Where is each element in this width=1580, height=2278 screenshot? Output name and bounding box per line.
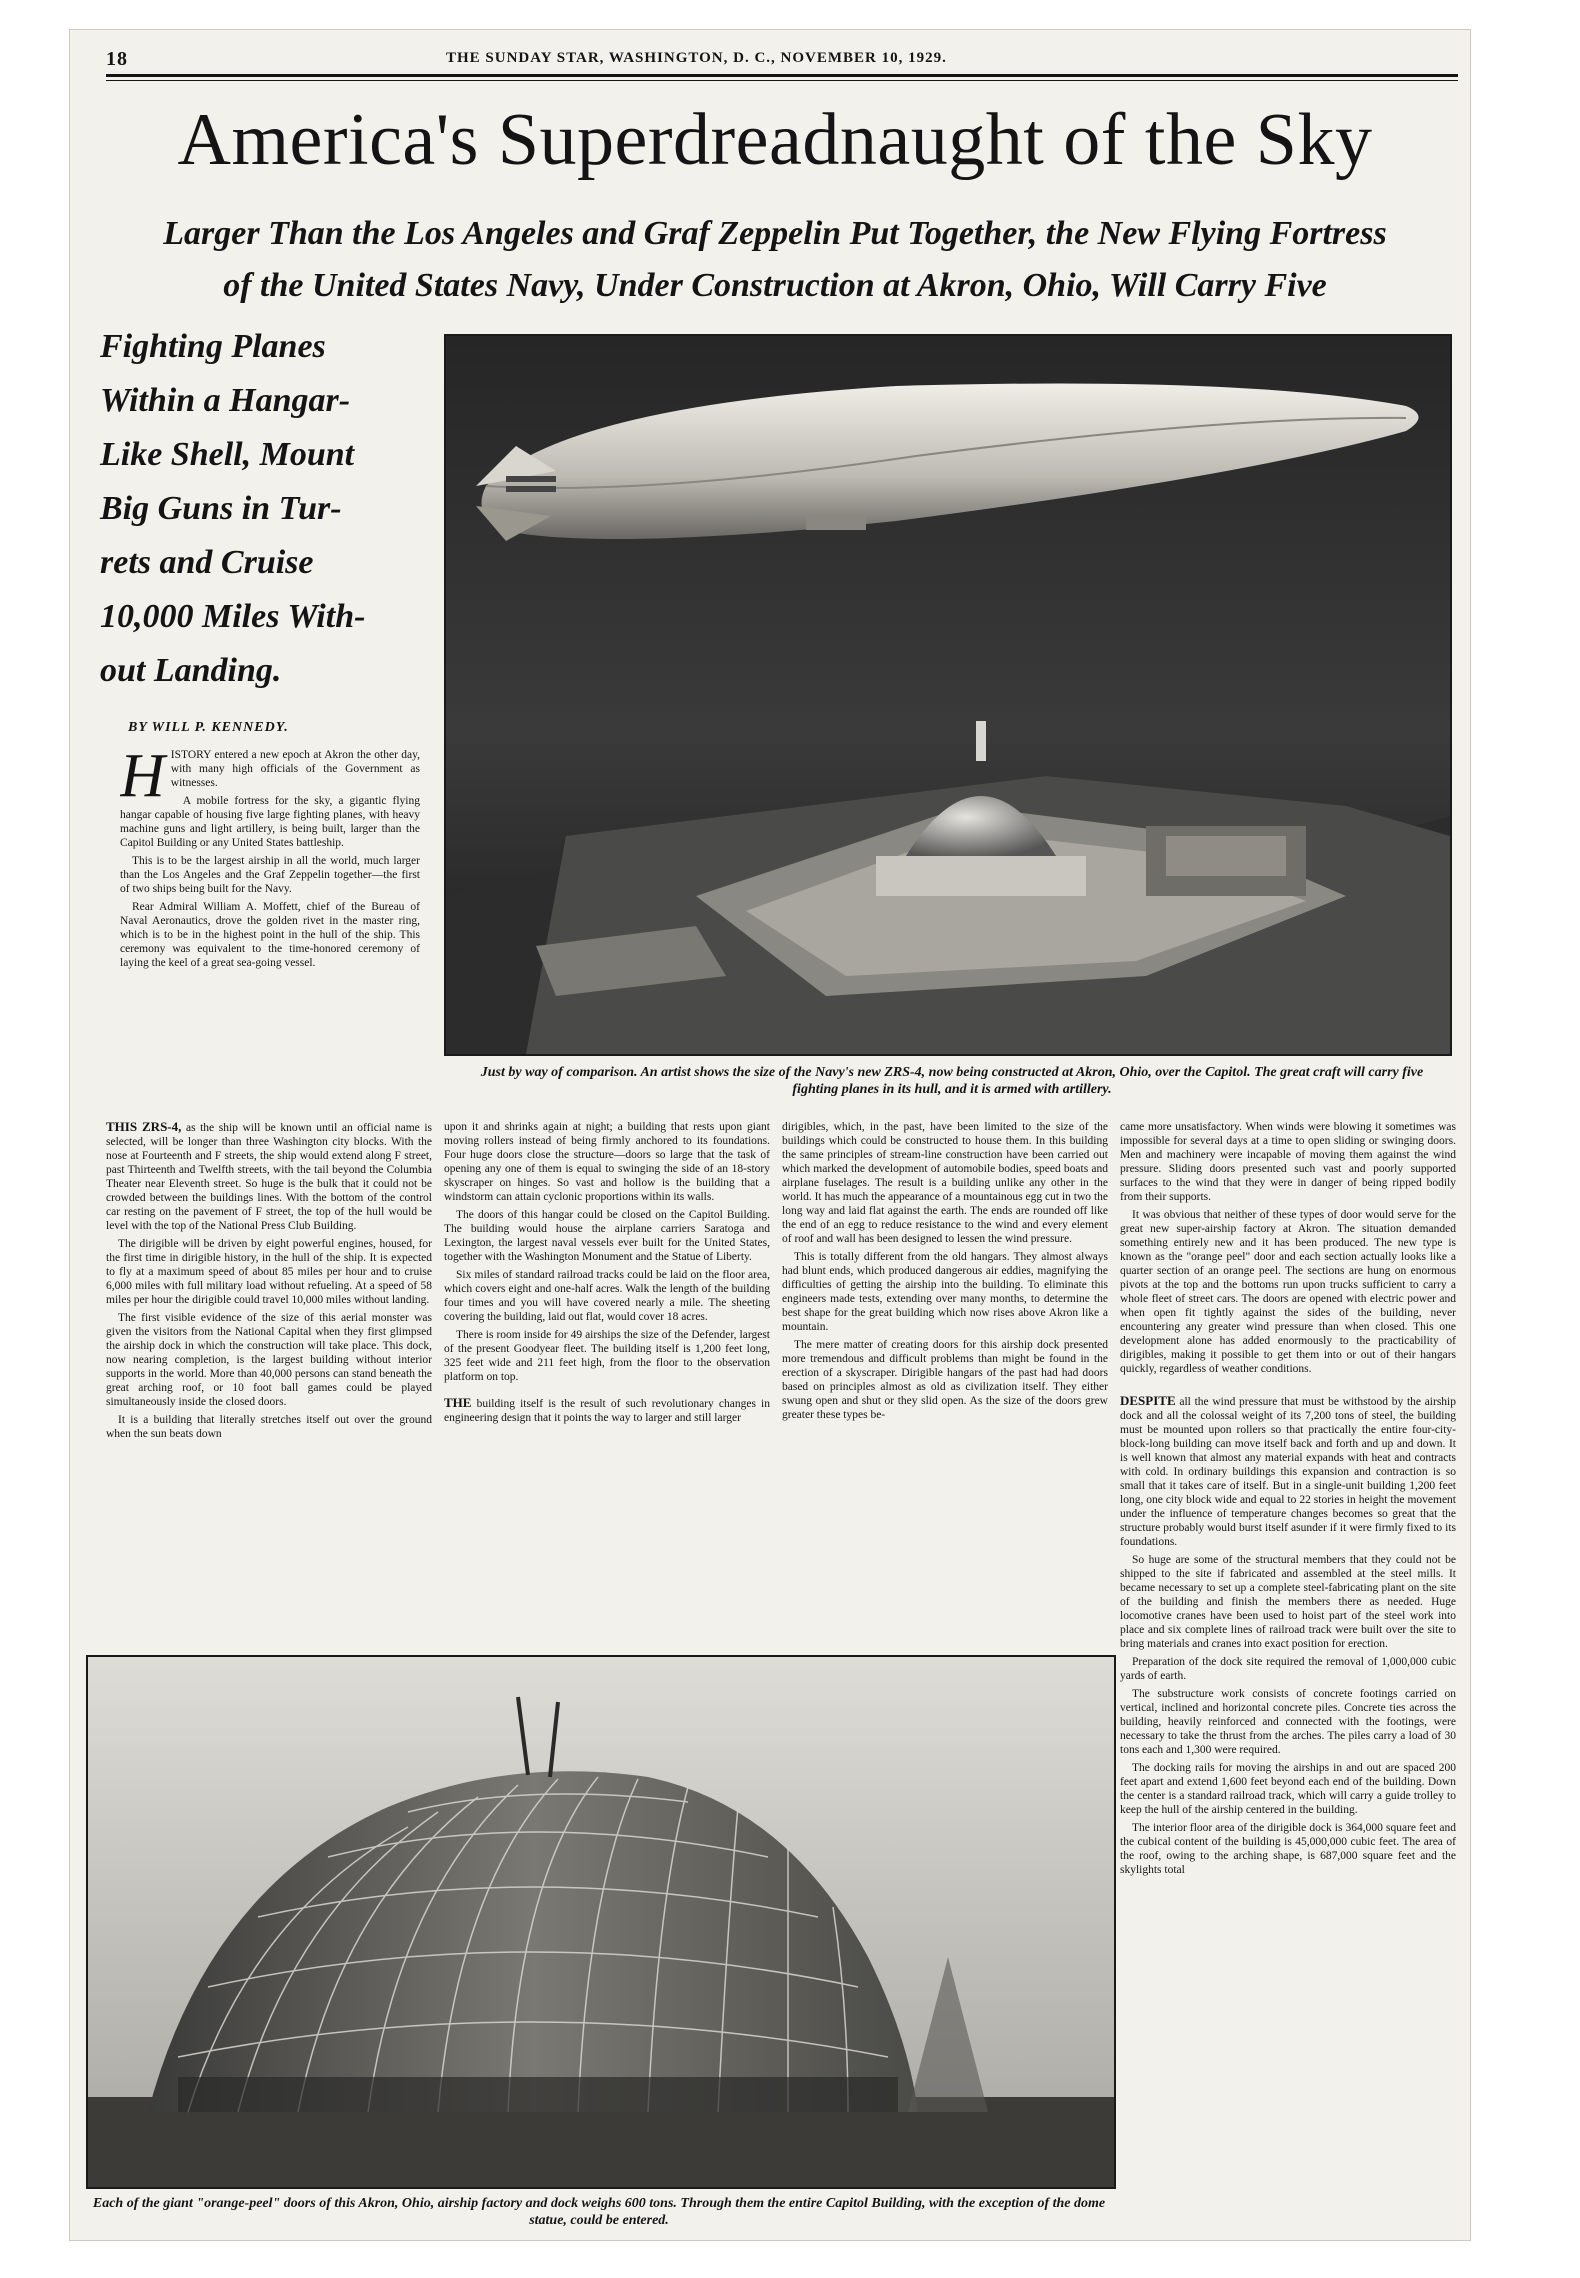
- side-deck-line: Fighting Planes: [100, 328, 326, 365]
- paragraph: Preparation of the dock site required the removal of 1,000,000 cubic yards of earth.: [1120, 1656, 1456, 1682]
- paragraph: The interior floor area of the dirigible dock is 364,000 square feet and the cubical content of the building is 45,000,000 cubic feet. The area of the roof, owing to the arching shape, is 687,000 square feet and the skylights total: [1120, 1822, 1456, 1876]
- headline: America's Superdreadnaught of the Sky: [177, 99, 1373, 181]
- masthead-rule: [106, 74, 1458, 77]
- masthead-line: THE SUNDAY STAR, WASHINGTON, D. C., NOVEMBER 10, 1929.: [446, 50, 947, 66]
- paragraph: The docking rails for moving the airships in and out are spaced 200 feet apart and extend 1,600 feet beyond each end of the building. Down the center is a standard railroad track, which will carry a guide trolley to keep the hull of the airship centered in the building.: [1120, 1762, 1456, 1816]
- article-column-1: [106, 1120, 432, 1640]
- paragraph: all the wind pressure that must be withstood by the airship dock and all the colossal weight of its 7,200 tons of steel, the building must be mounted upon rollers so that practically the entire four-city-block-long building can move itself back and forth and up and down. It is well known that almost any material expands with heat and contracts with cold. In ordinary buildings this expansion and contraction is so small that it takes care of itself. But in a single-unit building 1,200 feet long, one city block wide and equal to 22 stories in height the movement under the influence of temperature changes becomes so great that the structure probably would burst itself asunder if it were firmly fixed to its foundations.: [1120, 1396, 1456, 1548]
- article-column-4: [1120, 1120, 1456, 2220]
- paragraph: Rear Admiral William A. Moffett, chief of the Bureau of Naval Aeronautics, drove the golden rivet in the master ring, which is to be in the highest point in the hull of the ship. This ceremony was equivalent to the time-honored ceremony of laying the keel of a great sea-going vessel.: [120, 901, 420, 969]
- article-column-3: [782, 1120, 1108, 1640]
- side-deck-line: out Landing.: [100, 652, 282, 689]
- paragraph: upon it and shrinks again at night; a building that rests upon giant moving rollers instead of being firmly anchored to its foundations. Four huge doors close the structure—doors so large that the task of opening any one of them is equal to swinging the side of an 18-story skyscraper on hinges. So vast and hollow is the building that a windstorm can attain cyclonic proportions within its walls.: [444, 1121, 770, 1203]
- newspaper-page: [70, 30, 1470, 2240]
- paragraph: dirigibles, which, in the past, have been limited to the size of the buildings which could be constructed to house them. In this building the same principles of stream-line construction have been carried out which marked the development of automobile bodies, speed boats and airplane fuselages. The result is a building unlike any other in the world. It has much the appearance of a mountainous egg cut in two the long way and laid flat against the earth. The ends are rounded off like the end of an egg to reduce resistance to the wind and every element of roof and wall has been designed to lessen the wind pressure.: [782, 1121, 1108, 1245]
- intro-column: [120, 748, 420, 1093]
- side-deck-line: 10,000 Miles With-: [100, 598, 366, 635]
- paragraph: The mere matter of creating doors for this airship dock presented more tremendous and difficult problems than might be found in the erection of a skyscraper. Dirigible hangars of the past had had doors based on principles almost as old as civilization itself. They either swung open and shut or they slid open. As the size of the doors grew greater these types be-: [782, 1339, 1108, 1421]
- hangar-photo-caption: Each of the giant "orange-peel" doors of this Akron, Ohio, airship factory and dock weighs 600 tons. Through them the entire Capitol Building, with the exception of the dome statue, could be entered.: [92, 2196, 1106, 2228]
- article-column-2: [444, 1120, 770, 1640]
- paragraph: Six miles of standard railroad tracks could be laid on the floor area, which covers eight and one-half acres. Walk the length of the building four times and you will have covered nearly a mile. The sheeting covering the building, laid out flat, would cover 18 acres.: [444, 1269, 770, 1323]
- page-number: 18: [106, 48, 128, 70]
- lead-in: THIS ZRS-4,: [106, 1120, 182, 1134]
- masthead-rule-thin: [106, 80, 1458, 81]
- deck-line: of the United States Navy, Under Construction at Akron, Ohio, Will Carry Five: [223, 267, 1327, 304]
- deck-line: Larger Than the Los Angeles and Graf Zeppelin Put Together, the New Flying Fortress: [163, 215, 1387, 252]
- paragraph: A mobile fortress for the sky, a gigantic flying hangar capable of housing five large fighting planes, with heavy machine guns and light artillery, is being built, larger than the Capitol Building or any United States battleship.: [120, 795, 420, 849]
- paragraph: The first visible evidence of the size of this aerial monster was given the visitors from the National Capital when they first glimpsed the airship dock in which the construction will take place. This dock, now nearing completion, is the largest building without interior supports in the world. More than 40,000 persons can stand beneath the great arching roof, or 10 foot ball games could be played simultaneously inside the closed doors.: [106, 1312, 432, 1408]
- deck: [90, 208, 1460, 312]
- paragraph: It is a building that literally stretches itself out over the ground when the sun beats down: [106, 1414, 432, 1440]
- lead-in: DESPITE: [1120, 1393, 1176, 1408]
- paragraph: ISTORY entered a new epoch at Akron the other day, with many high officials of the Government as witnesses.: [170, 749, 420, 789]
- side-deck-line: rets and Cruise: [100, 544, 314, 581]
- paragraph: This is totally different from the old hangars. They almost always had blunt ends, which produced dangerous air eddies, magnifying the difficulties of getting the airship into the building. To eliminate this engineers made tests, extending over many months, to determine the best shape for the great building which now rises above Akron like a mountain.: [782, 1251, 1108, 1333]
- paragraph: The substructure work consists of concrete footings carried on vertical, inclined and horizontal concrete piles. Concrete ties across the building, heavily reinforced and connected with the footings, were necessary to take the thrust from the arches. The piles carry a load of 30 tons each and 1,300 were required.: [1120, 1688, 1456, 1756]
- paragraph: This is to be the largest airship in all the world, much larger than the Los Angeles and the Graf Zeppelin together—the first of two ships being built for the Navy.: [120, 855, 420, 895]
- paragraph: came more unsatisfactory. When winds were blowing it sometimes was impossible for several days at a time to open sliding or swinging doors. Men and machinery were incapable of moving them against the wind pressure. Sliding doors presented such vast and poorly supported surfaces to the wind that they were in danger of being ripped bodily from their supports.: [1120, 1121, 1456, 1203]
- paragraph: The dirigible will be driven by eight powerful engines, housed, for the first time in dirigible history, in the hull of the ship. It is expected to fly at a maximum speed of about 85 miles per hour and to cruise 6,000 miles with full military load without refueling. At a speed of 58 miles per hour the dirigible could travel 10,000 miles without landing.: [106, 1238, 432, 1306]
- airship-capitol-illustration: [446, 336, 1450, 1054]
- airship-photo-caption: Just by way of comparison. An artist shows the size of the Navy's new ZRS-4, now being constructed at Akron, Ohio, over the Capitol. The great craft will carry five fighting planes in its hull, and it is armed with artillery.: [480, 1065, 1424, 1097]
- side-deck-line: Like Shell, Mount: [100, 436, 355, 473]
- airship-capitol-photo: [444, 334, 1452, 1056]
- paragraph: So huge are some of the structural members that they could not be shipped to the site if fabricated and assembled at the steel mills. It became necessary to set up a complete steel-fabricating plant on the site of the building and finish the members there as needed. Huge locomotive cranes have been used to hoist part of the steel work into place and six complete lines of railroad track were built over the site to bring materials and cranes into exact position for erection.: [1120, 1554, 1456, 1650]
- side-deck: [100, 320, 420, 698]
- byline: BY WILL P. KENNEDY.: [128, 720, 289, 735]
- side-deck-line: Within a Hangar-: [100, 382, 351, 419]
- lead-in: THE: [444, 1395, 472, 1410]
- paragraph: There is room inside for 49 airships the size of the Defender, largest of the present Goodyear fleet. The building itself is 1,200 feet long, 325 feet wide and 211 feet high, from the floor to the observation platform on top.: [444, 1329, 770, 1383]
- masthead: [106, 48, 1456, 72]
- hangar-illustration: [88, 1657, 1114, 2187]
- side-deck-line: Big Guns in Tur-: [100, 490, 342, 527]
- paragraph: It was obvious that neither of these types of door would serve for the great new super-airship factory at Akron. The situation demanded something entirely new and it has been produced. The new type is known as the "orange peel" door and each section actually looks like a quarter section of an orange peel. The sections are hung on enormous pivots at the top and the bottoms run upon trucks sufficient to carry a whole fleet of street cars. The doors are opened with electric power and when open fit tightly against the sides of the building, never encountering any greater wind pressure than when closed. This one development alone has added enormously to the practicability of dirigibles, making it possible to get them into or out of their hangars quickly, regardless of weather conditions.: [1120, 1209, 1456, 1375]
- paragraph: The doors of this hangar could be closed on the Capitol Building. The building would house the airplane carriers Saratoga and Lexington, the largest naval vessels ever built for the United States, together with the Washington Monument and the Statue of Liberty.: [444, 1209, 770, 1263]
- hangar-photo: [86, 1655, 1116, 2189]
- paragraph: building itself is the result of such revolutionary changes in engineering design that it points the way to larger and still larger: [444, 1398, 770, 1424]
- paragraph: as the ship will be known until an official name is selected, will be longer than three Washington city blocks. With the nose at Fourteenth and F streets, the ship would extend along F street, past Thirteenth and Twelfth streets, with the tail beyond the Columbia Theater near Eleventh street. So huge is the bulk that it could not be crowded between the buildings lines. With the bottom of the control car resting on the pavement of F street, the top of the hull would be level with the top of the National Press Club Building.: [106, 1122, 432, 1232]
- drop-cap: H: [120, 748, 165, 810]
